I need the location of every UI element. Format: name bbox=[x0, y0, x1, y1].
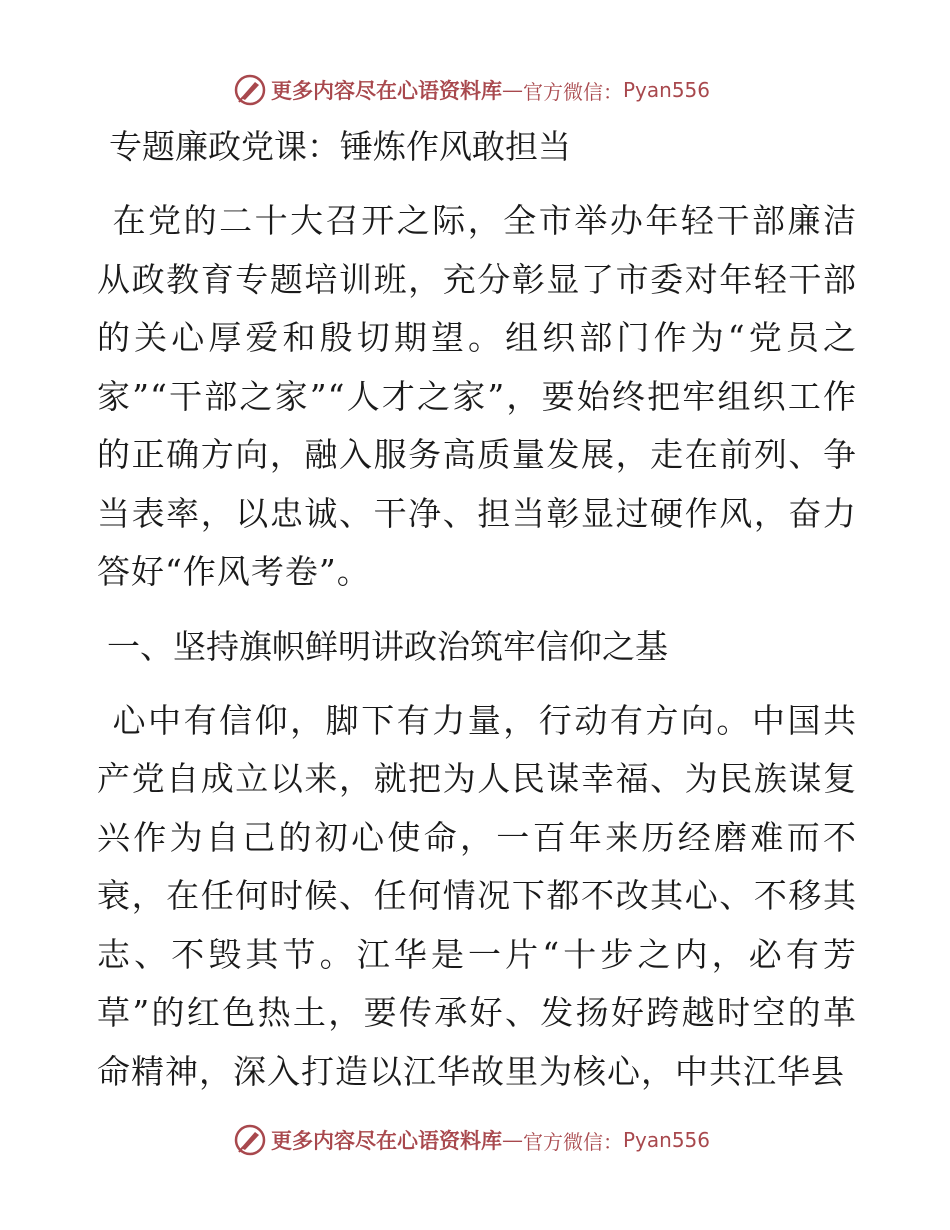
section-1-paragraph-text: 心中有信仰，脚下有力量，行动有方向。中国共产党自成立以来，就把为人民谋幸福、为民族谋复兴作为自己的初心使命，一百年来历经磨难而不衰，在任何时候、任何情况下都不改其心、不移其志、不毁其节。江华是一片“十步之内，必有芳草”的红色热土，要传承好、发扬好跨越时空的革命精神，深入打造以江华故里为核心，中共江华县 bbox=[97, 700, 857, 1091]
header-watermark-banner bbox=[233, 70, 710, 110]
watermark-wechat-id: Pyan556 bbox=[623, 78, 711, 102]
quill-pen-logo-icon bbox=[233, 1123, 267, 1157]
footer-watermark-banner bbox=[233, 1120, 710, 1160]
watermark-official-label: 官方微信： bbox=[523, 1129, 623, 1154]
document-body bbox=[97, 118, 857, 1101]
intro-paragraph bbox=[97, 192, 857, 602]
intro-paragraph-text: 在党的二十大召开之际，全市举办年轻干部廉洁从政教育专题培训班，充分彰显了市委对年轻干部的关心厚爱和殷切期望。组织部门作为“党员之家”“干部之家”“人才之家”，要始终把牢组织工作的正确方向，融入服务高质量发展，走在前列、争当表率，以忠诚、干净、担当彰显过硬作风，奋力答好“作风考卷”。 bbox=[97, 201, 857, 591]
watermark-dash: — bbox=[502, 1128, 523, 1152]
section-heading-1: 一、坚持旗帜鲜明讲政治筑牢信仰之基 bbox=[107, 626, 668, 666]
quill-pen-logo-icon bbox=[233, 73, 267, 107]
watermark-wechat-id: Pyan556 bbox=[623, 1128, 711, 1152]
watermark-official-label: 官方微信： bbox=[523, 79, 623, 104]
watermark-brand-text: 更多内容尽在心语资料库 bbox=[271, 1128, 502, 1153]
watermark-brand-text: 更多内容尽在心语资料库 bbox=[271, 78, 502, 103]
watermark-dash: — bbox=[502, 78, 523, 102]
section-1-paragraph bbox=[97, 692, 857, 1102]
document-title: 专题廉政党课：锤炼作风敢担当 bbox=[109, 127, 571, 166]
